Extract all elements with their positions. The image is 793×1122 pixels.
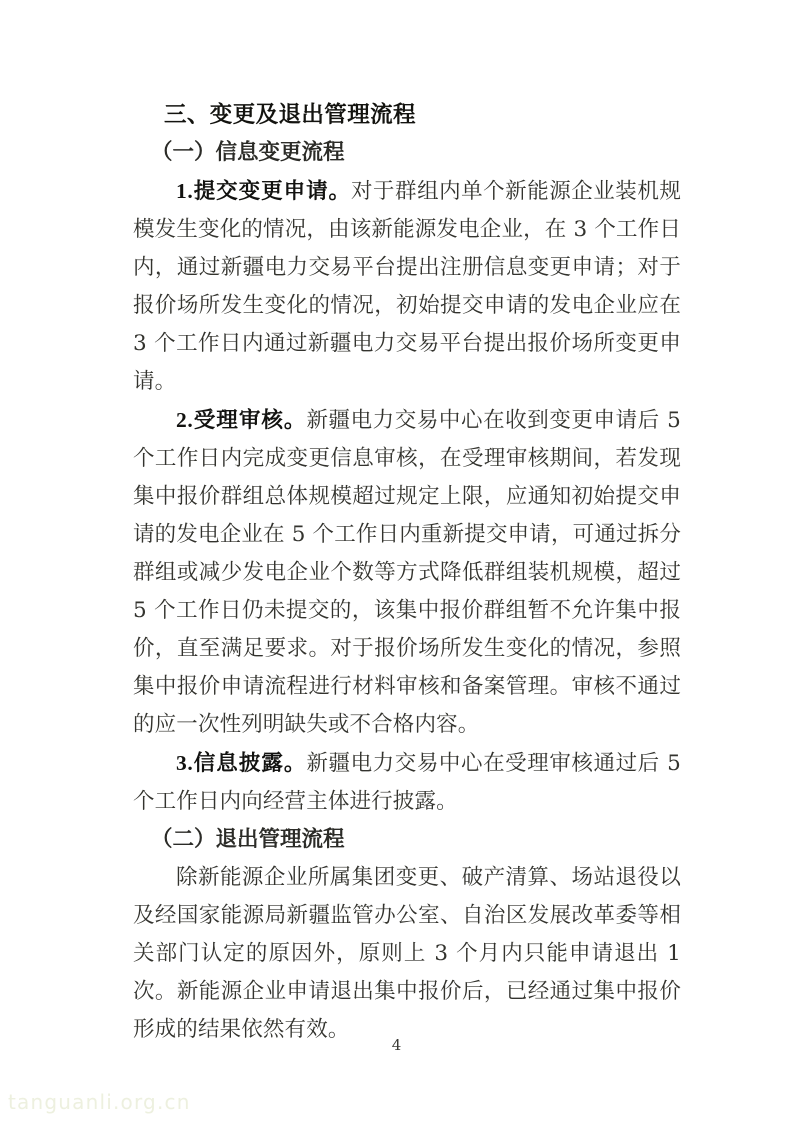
page-content bbox=[133, 96, 681, 1049]
paragraph-1-body: 对于群组内单个新能源企业装机规模发生变化的情况，由该新能源发电企业，在 3 个工作日内，通过新疆电力交易平台提出注册信息变更申请；对于报价场所发生变化的情况，初始提交申请的发电企业应在 3 个工作日内通过新疆电力交易平台提出报价场所变更申请。 bbox=[133, 179, 681, 394]
subsection-heading-2: （二）退出管理流程 bbox=[151, 827, 345, 852]
paragraph-2-lead: 2.受理审核。 bbox=[176, 408, 307, 432]
paragraph-3-body: 新疆电力交易中心在受理审核通过后 5 个工作日内向经营主体进行披露。 bbox=[133, 751, 682, 814]
paragraph-3-lead: 3.信息披露。 bbox=[176, 751, 307, 775]
watermark: tanguanli.org.cn bbox=[8, 1090, 191, 1114]
paragraph-1 bbox=[133, 172, 681, 401]
paragraph-4 bbox=[133, 859, 681, 1049]
paragraph-2-body: 新疆电力交易中心在收到变更申请后 5 个工作日内完成变更信息审核，在受理审核期间，若发现集中报价群组总体规模超过规定上限，应通知初始提交申请的发电企业在 5 个工作日内重新提交申请，可通过拆分群组或减少发电企业个数等方式降低群组装机规模，超过 5 个工作日仍未提交的，该集中报价群组暂不允许集中报价，直至满足要求。对于报价场所发生变化的情况，参照集中报价申请流程进行材料审核和备案管理。审核不通过的应一次性列明缺失或不合格内容。 bbox=[133, 408, 682, 737]
paragraph-4-body: 除新能源企业所属集团变更、破产清算、场站退役以及经国家能源局新疆监管办公室、自治区发展改革委等相关部门认定的原因外，原则上 3 个月内只能申请退出 1 次。新能源企业申请退出集中报价后，已经通过集中报价形成的结果依然有效。 bbox=[133, 865, 681, 1042]
subsection-heading-1: （一）信息变更流程 bbox=[151, 140, 345, 165]
paragraph-3 bbox=[133, 744, 681, 821]
section-heading: 三、变更及退出管理流程 bbox=[164, 102, 416, 127]
paragraph-1-lead: 1.提交变更申请。 bbox=[176, 179, 352, 203]
page-number: 4 bbox=[391, 1036, 402, 1054]
paragraph-2 bbox=[133, 401, 681, 744]
